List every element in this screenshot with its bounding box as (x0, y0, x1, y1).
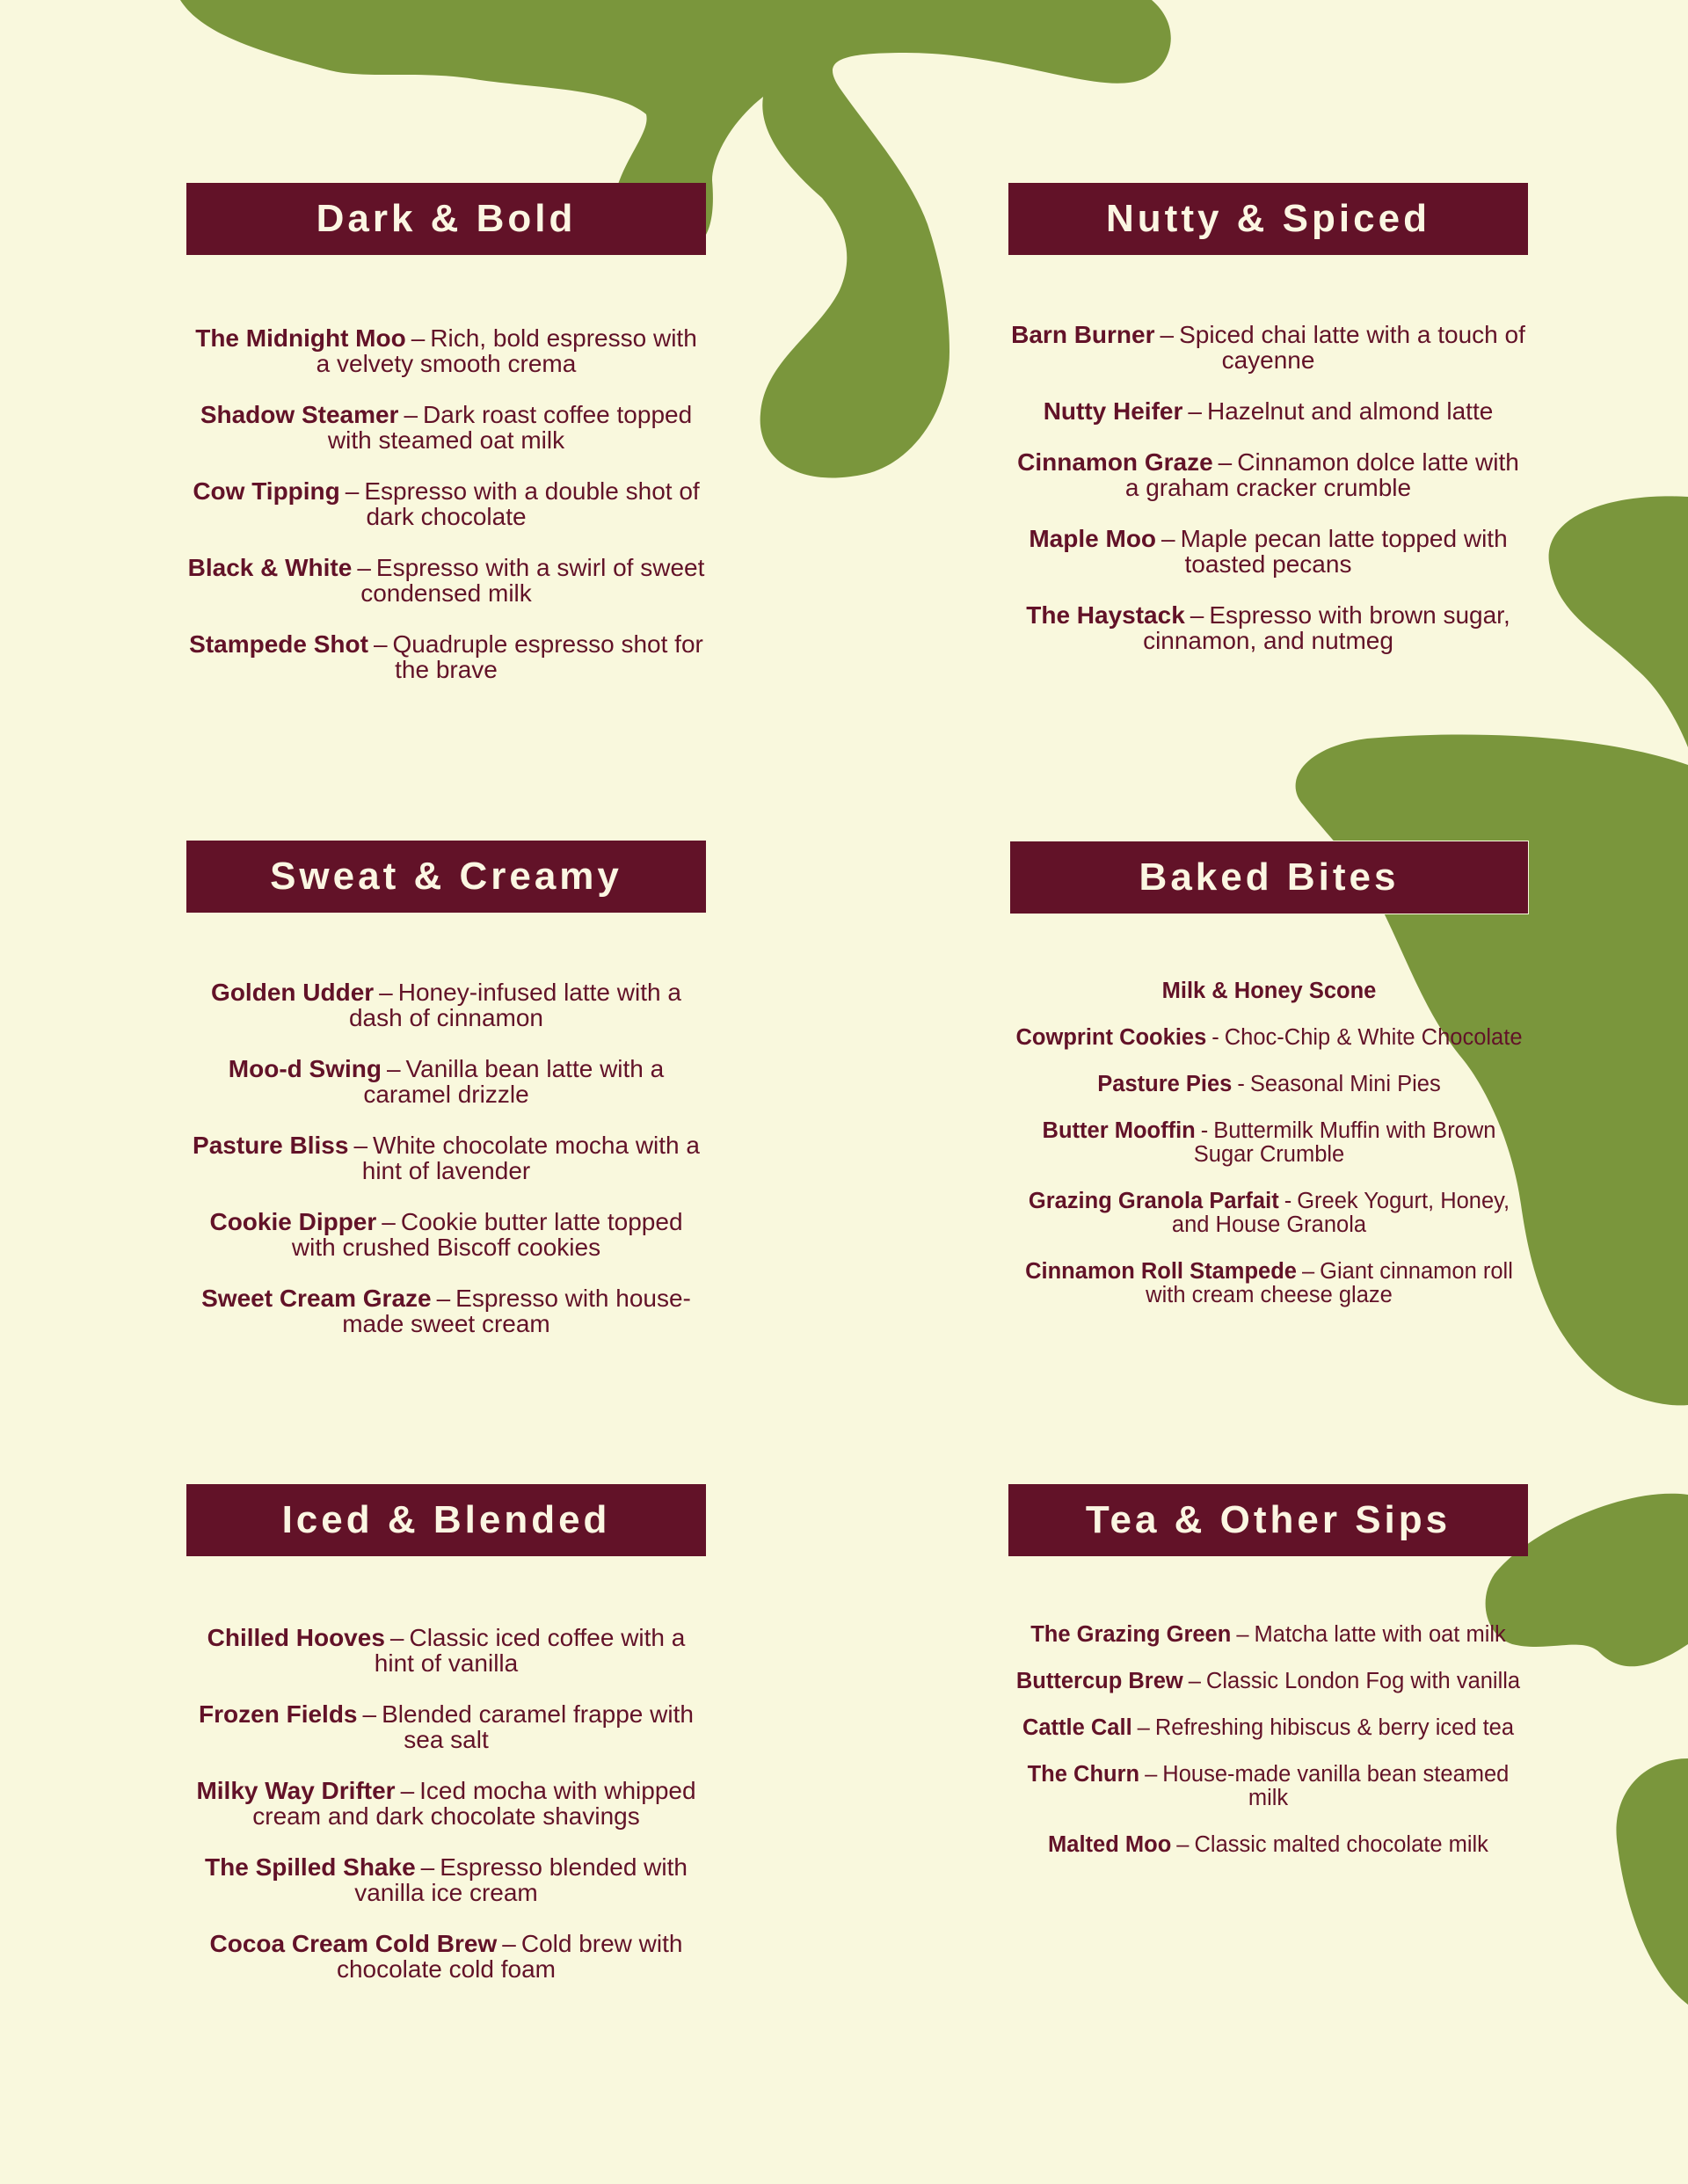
item-description: Cookie butter latte topped with crushed Biscoff cookies (291, 1208, 683, 1261)
item-separator: - (1200, 1118, 1209, 1143)
item-separator: – (1160, 321, 1175, 348)
menu-item (1009, 1026, 1529, 1050)
item-name: The Churn (1027, 1762, 1140, 1787)
menu-item (186, 325, 706, 376)
item-description: Espresso with a swirl of sweet condensed milk (360, 554, 705, 607)
item-name: Cocoa Cream Cold Brew (209, 1930, 498, 1957)
item-description: Seasonal Mini Pies (1249, 1072, 1441, 1096)
item-separator: – (345, 477, 360, 505)
menu-item (186, 1854, 706, 1905)
section-iced-and-blended (186, 1484, 706, 1983)
menu-item (1009, 979, 1529, 1003)
item-name: Frozen Fields (199, 1700, 358, 1728)
menu-item (1008, 1833, 1528, 1857)
item-separator: – (1176, 1832, 1190, 1857)
item-separator: – (1188, 397, 1202, 425)
item-description: Blended caramel frappe with sea salt (382, 1700, 694, 1753)
menu-item (1008, 398, 1528, 424)
item-description: Matcha latte with oat milk (1254, 1622, 1506, 1647)
item-name: Moo-d Swing (228, 1055, 382, 1082)
item-name: Chilled Hooves (207, 1624, 385, 1651)
item-description: Vanilla bean latte with a caramel drizzle (363, 1055, 665, 1108)
item-separator: – (386, 1055, 401, 1082)
item-separator: – (362, 1700, 377, 1728)
item-description: Honey-infused latte with a dash of cinnamon (348, 979, 681, 1031)
item-name: The Haystack (1026, 601, 1185, 629)
item-separator: – (502, 1930, 516, 1957)
item-name: Pasture Bliss (193, 1132, 349, 1159)
item-description: Choc-Chip & White Chocolate (1224, 1025, 1523, 1050)
menu-item (186, 1625, 706, 1676)
item-name: Cinnamon Roll Stampede (1025, 1259, 1297, 1284)
menu-item (1008, 526, 1528, 577)
menu-item (186, 979, 706, 1030)
item-name: Stampede Shot (189, 630, 368, 658)
section-title-banner: Tea & Other Sips (1008, 1484, 1528, 1556)
item-separator: – (1161, 525, 1175, 552)
section-title-banner: Sweat & Creamy (186, 841, 706, 913)
item-description: Greek Yogurt, Honey, and House Granola (1171, 1189, 1510, 1237)
section-title-banner: Iced & Blended (186, 1484, 706, 1556)
menu-item (186, 555, 706, 606)
item-separator: – (1236, 1622, 1249, 1647)
menu-item (1009, 1260, 1529, 1307)
section-baked-bites (1009, 841, 1529, 1307)
menu-item (1009, 1190, 1529, 1237)
item-description: Quadruple espresso shot for the brave (392, 630, 703, 683)
item-name: Milk & Honey Scone (1161, 979, 1377, 1003)
item-name: The Midnight Moo (195, 324, 406, 352)
item-description: Cold brew with chocolate cold foam (336, 1930, 683, 1983)
menu-item (1008, 322, 1528, 373)
item-name: Cinnamon Graze (1017, 448, 1213, 476)
menu-item (186, 1778, 706, 1829)
item-separator: – (436, 1285, 451, 1312)
item-separator: – (404, 401, 418, 428)
menu-item (1008, 1763, 1528, 1810)
item-name: Sweet Cream Graze (201, 1285, 432, 1312)
item-name: Cattle Call (1022, 1715, 1132, 1740)
item-name: Pasture Pies (1097, 1072, 1233, 1096)
item-separator: - (1284, 1189, 1292, 1213)
menu-item-list (1008, 322, 1528, 679)
item-description: Espresso blended with vanilla ice cream (354, 1853, 688, 1906)
menu-item-list (1008, 1623, 1528, 1880)
item-separator: – (353, 1132, 368, 1159)
section-dark-and-bold (186, 183, 706, 683)
menu-item (186, 1931, 706, 1982)
item-description: Classic iced coffee with a hint of vanilla (374, 1624, 686, 1677)
item-description: Maple pecan latte topped with toasted pecans (1180, 525, 1508, 578)
item-description: Espresso with brown sugar, cinnamon, and nutmeg (1143, 601, 1510, 654)
item-name: Cookie Dipper (209, 1208, 377, 1235)
item-separator: – (1137, 1715, 1150, 1740)
menu-item (1009, 1119, 1529, 1167)
item-separator: - (1211, 1025, 1219, 1050)
menu-item (186, 1056, 706, 1107)
right-leaf-shape-1 (1549, 496, 1688, 747)
item-separator: – (1218, 448, 1233, 476)
menu-item (186, 1209, 706, 1260)
item-name: Malted Moo (1048, 1832, 1172, 1857)
item-separator: – (411, 324, 426, 352)
menu-item (1008, 1670, 1528, 1693)
item-description: Espresso with a double shot of dark chocolate (364, 477, 700, 530)
menu-item-list (1009, 979, 1529, 1330)
item-name: Buttercup Brew (1015, 1669, 1183, 1693)
item-separator: – (379, 979, 393, 1006)
right-leaf-shape-4 (1616, 1758, 1688, 2005)
item-separator: – (357, 554, 371, 581)
item-description: House-made vanilla bean steamed milk (1162, 1762, 1510, 1810)
item-separator: – (373, 630, 388, 658)
item-separator: - (1237, 1072, 1245, 1096)
item-separator: – (1188, 1669, 1201, 1693)
section-sweat-and-creamy (186, 841, 706, 1337)
item-description: Iced mocha with whipped cream and dark chocolate shavings (252, 1777, 696, 1830)
section-nutty-and-spiced (1008, 183, 1528, 654)
item-description: Espresso with house-made sweet cream (342, 1285, 691, 1337)
item-separator: – (1301, 1259, 1315, 1284)
item-description: White chocolate mocha with a hint of lavender (361, 1132, 700, 1184)
menu-item (1008, 449, 1528, 500)
item-name: Golden Udder (211, 979, 375, 1006)
item-description: Dark roast coffee topped with steamed oat milk (327, 401, 693, 454)
menu-item (1009, 1073, 1529, 1096)
item-description: Hazelnut and almond latte (1206, 397, 1494, 425)
item-separator: – (400, 1777, 415, 1804)
menu-item (186, 402, 706, 453)
item-description: Spiced chai latte with a touch of cayenne (1179, 321, 1525, 374)
item-name: Cow Tipping (193, 477, 340, 505)
menu-item-list (186, 979, 706, 1362)
section-title-banner: Baked Bites (1009, 841, 1529, 914)
menu-item (186, 1285, 706, 1336)
section-title-banner: Dark & Bold (186, 183, 706, 255)
item-separator: – (382, 1208, 396, 1235)
item-name: The Spilled Shake (205, 1853, 416, 1881)
item-description: Giant cinnamon roll with cream cheese glaze (1146, 1259, 1513, 1307)
item-name: Black & White (187, 554, 353, 581)
item-separator: – (389, 1624, 404, 1651)
item-name: Barn Burner (1011, 321, 1155, 348)
item-description: Refreshing hibiscus & berry iced tea (1154, 1715, 1515, 1740)
item-name: Cowprint Cookies (1015, 1025, 1207, 1050)
menu-item (186, 631, 706, 682)
item-description: Classic London Fog with vanilla (1205, 1669, 1521, 1693)
menu-item (186, 1132, 706, 1183)
item-separator: – (420, 1853, 435, 1881)
section-title-banner: Nutty & Spiced (1008, 183, 1528, 255)
item-description: Classic malted chocolate milk (1194, 1832, 1488, 1857)
menu-item-list (186, 325, 706, 708)
item-separator: – (1190, 601, 1204, 629)
menu-item (1008, 602, 1528, 653)
item-name: Shadow Steamer (200, 401, 399, 428)
item-description: Buttermilk Muffin with Brown Sugar Crumble (1193, 1118, 1496, 1167)
item-name: Maple Moo (1029, 525, 1157, 552)
item-name: The Grazing Green (1030, 1622, 1232, 1647)
menu-item (186, 478, 706, 529)
menu-item-list (186, 1625, 706, 2007)
item-description: Cinnamon dolce latte with a graham cracker crumble (1124, 448, 1519, 501)
section-tea-and-other-sips (1008, 1484, 1528, 1857)
item-name: Butter Mooffin (1042, 1118, 1196, 1143)
item-name: Nutty Heifer (1043, 397, 1183, 425)
menu-item (1008, 1623, 1528, 1647)
menu-item (186, 1701, 706, 1752)
item-description: Rich, bold espresso with a velvety smooth crema (316, 324, 697, 377)
menu-item (1008, 1716, 1528, 1740)
item-separator: – (1145, 1762, 1158, 1787)
item-name: Milky Way Drifter (196, 1777, 396, 1804)
item-name: Grazing Granola Parfait (1028, 1189, 1279, 1213)
